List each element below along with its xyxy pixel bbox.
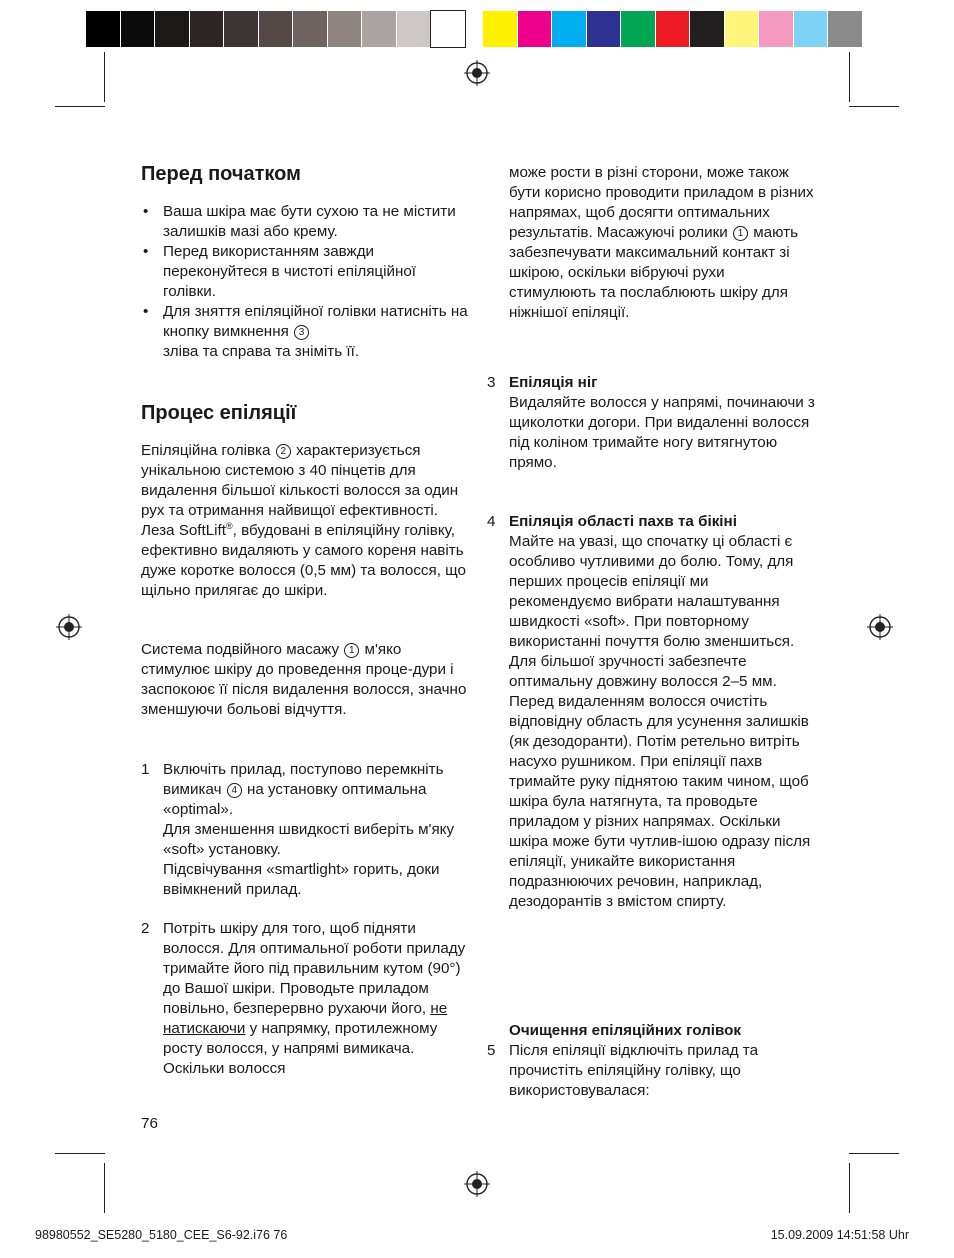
color-swatch — [483, 11, 517, 47]
step-text: Видаляйте волосся у напрямі, починаючи з щиколотки догори. При видаленні волосся під коліном тримайте ногу витягнутою прямо. — [509, 394, 815, 471]
paragraph-text: , вбудовані в епіляційну голівку, ефективно видаляють у самого кореня навіть дуже коротке волосся (0,5 мм) та волосся, що щільно прилягає до шкіри. — [141, 522, 466, 599]
before-start-list-container — [141, 202, 471, 362]
step-title: Епіляція ніг — [509, 374, 598, 391]
registration-mark-icon — [464, 1171, 490, 1197]
massage-rollers-continuation — [509, 163, 814, 323]
step-5-cleaning — [487, 1041, 815, 1101]
list-item-text: зліва та справа та зніміть її. — [163, 343, 360, 360]
step-number: 5 — [487, 1042, 496, 1059]
step-text: Включіть прилад, поступово перемкніть вимикач — [163, 761, 444, 798]
crop-mark — [849, 52, 850, 102]
list-item: • Перед використанням завжди переконуйтеся в чистоті епіляційної голівки. — [143, 243, 417, 300]
underlined-emphasis: не натискаючи — [163, 1000, 448, 1037]
print-slug-timestamp: 15.09.2009 14:51:58 Uhr — [770, 1228, 909, 1242]
color-swatch — [690, 11, 724, 47]
paragraph-text: може рости в різні сторони, може також бути корисно проводити приладом в різних напрямах, щоб досягти оптимальних результатів. Масажуючі ролики — [509, 164, 814, 241]
color-swatch — [552, 11, 586, 47]
crop-mark — [849, 106, 899, 107]
step-4-underarm-bikini — [487, 512, 815, 912]
color-swatch — [725, 11, 759, 47]
paragraph-text: характеризується унікальною системою з 40 пінцетів для видалення більшої кількості волосся за один рух та отримання найвищої ефективності. Леза SoftLift — [141, 442, 459, 539]
section-title-before-start: Перед початком — [141, 163, 301, 185]
color-swatch — [518, 11, 552, 47]
ref-number-badge: 2 — [276, 444, 291, 459]
list-item-text: Для зняття епіляційної голівки натисніть на кнопку вимкнення — [163, 303, 468, 340]
list-item: • Для зняття епіляційної голівки натисніть на кнопку вимкнення 3 зліва та справа та зніміть її. — [143, 303, 468, 360]
gray-swatch — [190, 11, 224, 47]
gray-swatch — [328, 11, 362, 47]
print-slug-filename: 98980552_SE5280_5180_CEE_S6-92.i76 76 — [35, 1228, 288, 1242]
ref-number-badge: 4 — [227, 783, 242, 798]
gray-swatch — [293, 11, 327, 47]
step-text: Потріть шкіру для того, щоб підняти волосся. Для оптимальної роботи приладу тримайте його під правильним кутом (90°) до Вашої шкіри. Проводьте приладом повільно, безперервно рухаючи його, — [163, 920, 466, 1017]
color-swatch — [828, 11, 862, 47]
registration-mark-icon — [867, 614, 893, 640]
crop-mark — [55, 1153, 105, 1154]
step-text: Перед видаленням волосся очистіть відповідну область для усунення залишків (як дезодоранти). Потім ретельно витріть насухо рушником. При епіляції пахв тримайте руку піднятою таким чином, щоб шкіра була натягнута, та проводьте приладом у різних напрямах. Оскільки шкіра може бути чутлив-ішою одразу після епіляції, уникайте використання подразнюючих речовин, наприклад, дезодорантів з вмістом спирту. — [509, 693, 811, 910]
before-start-list — [141, 202, 471, 362]
gray-swatch — [362, 11, 396, 47]
gray-swatch — [431, 11, 465, 47]
step-text: на установку оптимальна «optimal». — [163, 781, 427, 818]
massage-system-paragraph — [141, 640, 471, 720]
crop-mark — [849, 1153, 899, 1154]
color-swatch — [587, 11, 621, 47]
paragraph-text: м'яко стимулює шкіру до проведення проце-дури і заспокоює її після видалення волосся, значно зменшуючи больові відчуття. — [141, 641, 467, 718]
list-item: • Ваша шкіра має бути сухою та не містити залишків мазі або крему. — [143, 203, 456, 240]
gray-swatch — [155, 11, 189, 47]
ref-number-badge: 1 — [733, 226, 748, 241]
step-3-leg-epilation — [487, 373, 815, 473]
gray-swatch — [86, 11, 120, 47]
crop-mark — [104, 52, 105, 102]
page-number: 76 — [141, 1115, 158, 1132]
color-swatch — [759, 11, 793, 47]
color-swatch — [621, 11, 655, 47]
step-1 — [141, 760, 471, 900]
paragraph-text: мають забезпечувати максимальний контакт зі шкірою, оскільки вібруючі рухи стимулюють та послаблюють шкіру для ніжнішої епіляції. — [509, 224, 799, 321]
step-number: 3 — [487, 374, 496, 391]
epilation-head-paragraph — [141, 441, 471, 601]
registration-mark-icon — [56, 614, 82, 640]
step-text: Після епіляції відключіть прилад та прочистіть епіляційну голівку, що використовувалася: — [509, 1042, 759, 1099]
crop-mark — [104, 1163, 105, 1213]
gray-swatch — [259, 11, 293, 47]
step-text: Майте на увазі, що спочатку ці області є особливо чутливими до болю. Тому, для перших процесів епіляції ми рекомендуємо вибрати налаштування швидкості «soft». При повторному використанні почуття болю зменшиться. Для більшої зручності забезпечте оптимальну довжину волосся 2–5 мм. — [509, 533, 795, 690]
registration-mark-icon — [464, 60, 490, 86]
section-title-epilation-process: Процес епіляції — [141, 402, 297, 424]
registered-mark: ® — [226, 520, 233, 531]
color-swatch — [794, 11, 828, 47]
step-number: 1 — [141, 761, 150, 778]
cleaning-subtitle: Очищення епіляційних голівок — [509, 1022, 741, 1039]
list-item-text: Ваша шкіра має бути сухою та не містити залишків мазі або крему. — [163, 203, 456, 240]
crop-mark — [849, 1163, 850, 1213]
step-text: Для зменшення швидкості виберіть м'яку «soft» установку. — [163, 821, 455, 858]
paragraph-text: Система подвійного масажу — [141, 641, 340, 658]
list-item-text: Перед використанням завжди переконуйтеся в чистоті епіляційної голівки. — [163, 243, 417, 300]
step-2 — [141, 919, 471, 1079]
ref-number-badge: 3 — [294, 325, 309, 340]
step-number: 4 — [487, 513, 496, 530]
gray-swatch — [397, 11, 431, 47]
gray-swatch — [224, 11, 258, 47]
ref-number-badge: 1 — [344, 643, 359, 658]
step-text: у напрямку, протилежному росту волосся, у напрямі вимикача. Оскільки волосся — [163, 1020, 438, 1077]
step-text: Підсвічування «smartlight» горить, доки ввімкнений прилад. — [163, 861, 440, 898]
crop-mark — [55, 106, 105, 107]
paragraph-text: Епіляційна голівка — [141, 442, 271, 459]
step-number: 2 — [141, 920, 150, 937]
step-title: Епіляція області пахв та бікіні — [509, 513, 737, 530]
color-bar — [0, 0, 954, 50]
gray-swatch — [121, 11, 155, 47]
color-swatch — [656, 11, 690, 47]
